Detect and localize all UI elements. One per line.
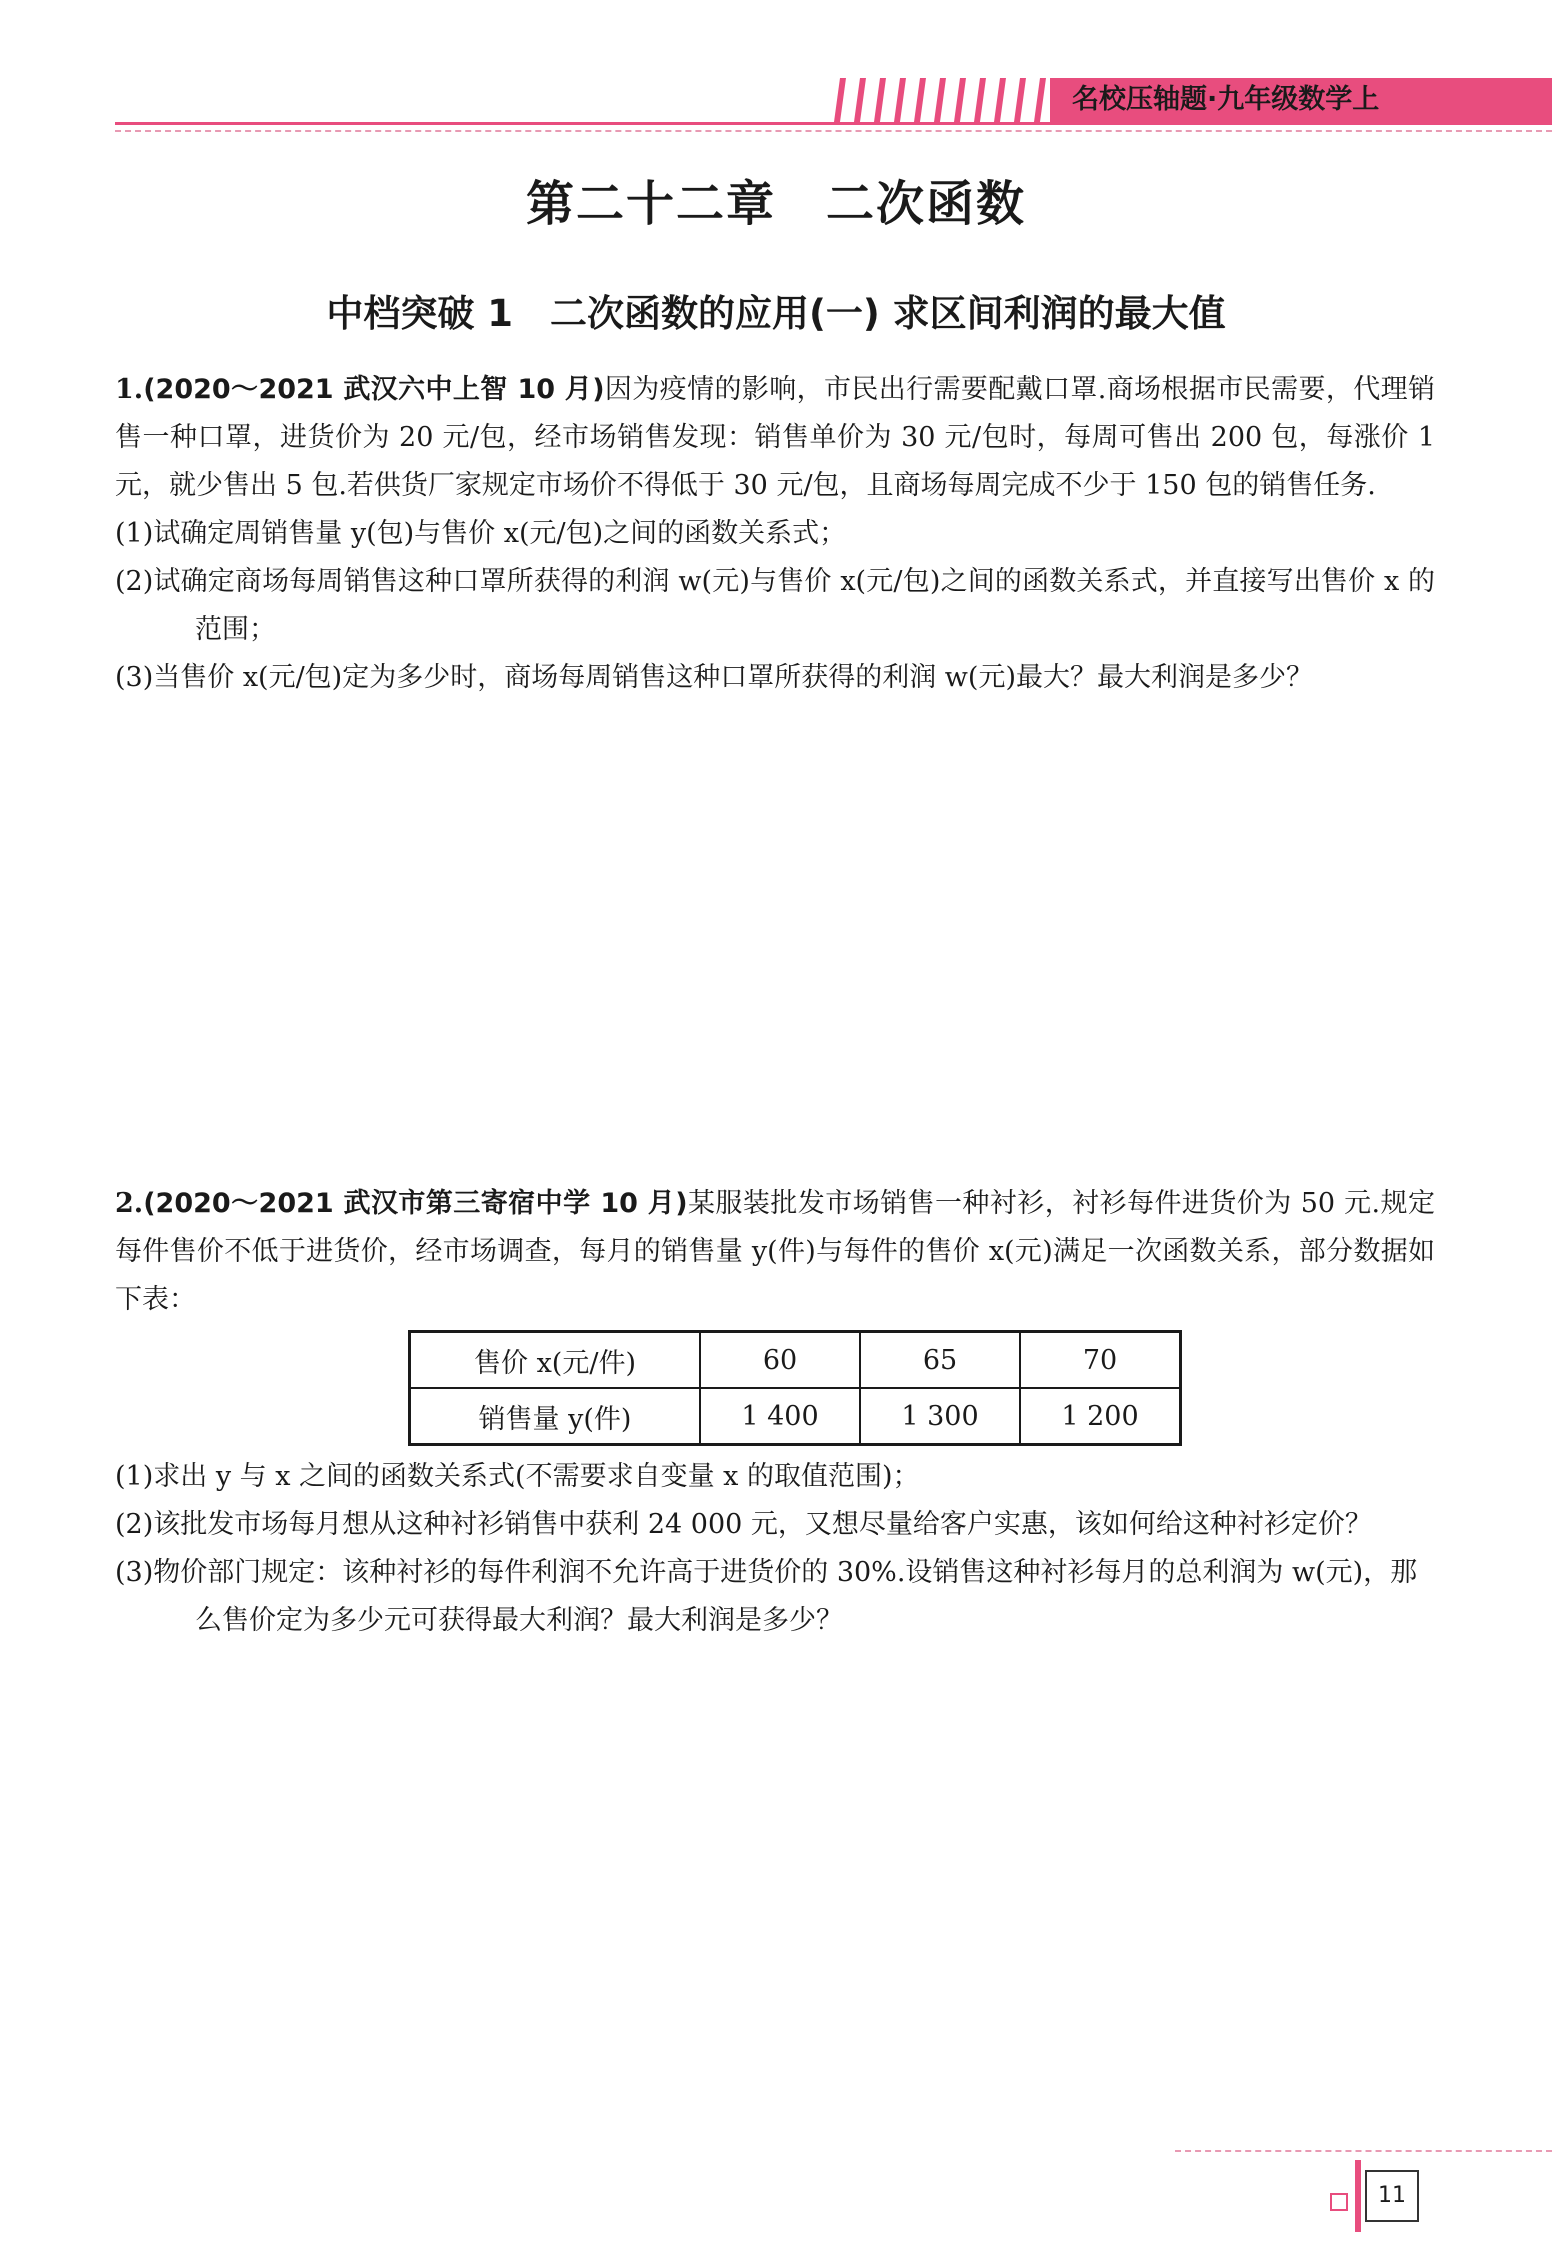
book-title-label: 名校压轴题·九年级数学上 — [1050, 78, 1552, 122]
table-row — [410, 1332, 1181, 1389]
price-sales-table — [408, 1330, 1182, 1446]
header-stripes-decoration — [830, 78, 1050, 122]
problem-2-questions — [115, 1453, 1435, 1645]
section-title: 中档突破 1 二次函数的应用(一) 求区间利润的最大值 — [326, 292, 1226, 335]
problem-1 — [115, 366, 1435, 702]
header-dashed-rule — [115, 130, 1552, 132]
problem-2-question-2: (2)该批发市场每月想从这种衬衫销售中获利 24 000 元，又想尽量给客户实惠，该如何给这种衬衫定价？ — [115, 1509, 1372, 1540]
table-cell: 60 — [700, 1332, 860, 1389]
problem-1-source: (2020～2021 武汉六中上智 10 月) — [143, 374, 605, 405]
problem-2-source: (2020～2021 武汉市第三寄宿中学 10 月) — [143, 1188, 688, 1219]
table-cell: 1 400 — [700, 1388, 860, 1445]
chapter-title: 第二十二章 二次函数 — [525, 176, 1026, 232]
table-cell: 70 — [1020, 1332, 1181, 1389]
problem-1-stem — [115, 366, 1435, 510]
problem-2-question-3: (3)物价部门规定：该种衬衫的每件利润不允许高于进货价的 30%.设销售这种衬衫每月的总利润为 w(元)，那么售价定为多少元可获得最大利润？最大利润是多少？ — [115, 1557, 1418, 1636]
problem-1-text: 因为疫情的影响，市民出行需要配戴口罩.商场根据市民需要，代理销售一种口罩，进货价为 20 元/包，经市场销售发现：销售单价为 30 元/包时，每周可售出 200 包，每涨价 1 元，就少售出 5 包.若供货厂家规定市场价不得低于 30 元/包，且商场每周完成不少于 150 包的销售任务. — [115, 374, 1435, 501]
table-row — [410, 1388, 1181, 1445]
problem-2-question-1: (1)求出 y 与 x 之间的函数关系式(不需要求自变量 x 的取值范围)； — [115, 1461, 920, 1492]
problem-2-number: 2. — [115, 1188, 144, 1219]
problem-2 — [115, 1180, 1435, 1324]
footer-accent-bar — [1355, 2160, 1361, 2232]
table-cell: 1 300 — [860, 1388, 1020, 1445]
problem-1-question-1: (1)试确定周销售量 y(包)与售价 x(元/包)之间的函数关系式； — [115, 518, 847, 549]
page-number: 11 — [1365, 2170, 1419, 2222]
problem-1-question-2: (2)试确定商场每周销售这种口罩所获得的利润 w(元)与售价 x(元/包)之间的函数关系式，并直接写出售价 x 的范围； — [115, 566, 1435, 645]
footer-square-decoration — [1330, 2193, 1348, 2211]
problem-1-number: 1. — [115, 374, 144, 405]
table-row-header: 售价 x(元/件) — [410, 1332, 701, 1389]
problem-2-text: 某服装批发市场销售一种衬衫，衬衫每件进货价为 50 元.规定每件售价不低于进货价，经市场调查，每月的销售量 y(件)与每件的售价 x(元)满足一次函数关系，部分数据如下表： — [115, 1188, 1435, 1315]
problem-2-stem — [115, 1180, 1435, 1324]
table-cell: 65 — [860, 1332, 1020, 1389]
table-row-header: 销售量 y(件) — [410, 1388, 701, 1445]
problem-1-question-3: (3)当售价 x(元/包)定为多少时，商场每周销售这种口罩所获得的利润 w(元)最大？最大利润是多少？ — [115, 662, 1313, 693]
header-rule — [115, 122, 1552, 125]
page-header — [115, 78, 1552, 140]
footer-dashed-rule — [1175, 2150, 1552, 2152]
table-cell: 1 200 — [1020, 1388, 1181, 1445]
